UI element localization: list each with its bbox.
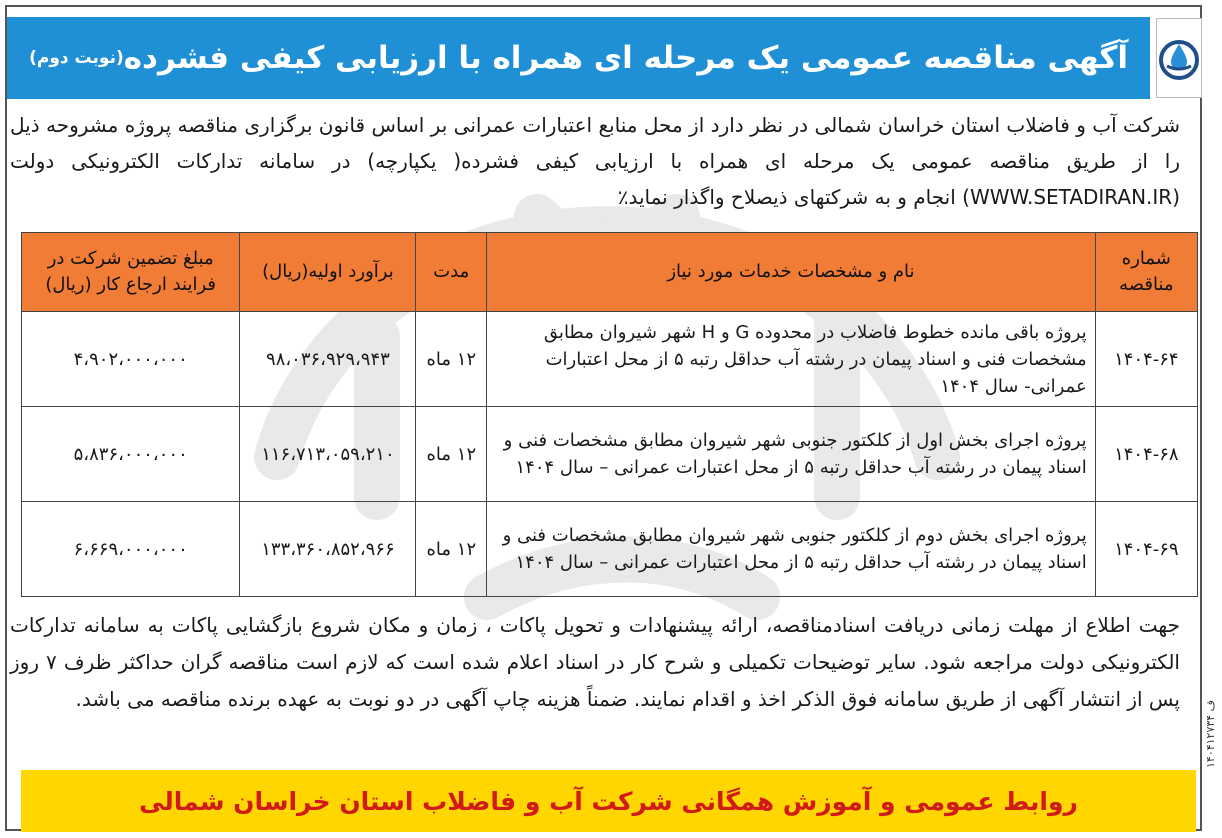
header-guarantee: مبلغ تضمین شرکت در فرایند ارجاع کار (ریال) (22, 233, 240, 312)
cell-guarantee: ۶،۶۶۹،۰۰۰،۰۰۰ (22, 502, 240, 597)
round-label: (نوبت دوم) (29, 48, 124, 68)
table-row (22, 407, 1198, 502)
cell-estimate: ۹۸،۰۳۶،۹۲۹،۹۴۳ (240, 312, 416, 407)
header-number: شماره مناقصه (1095, 233, 1197, 312)
logo-drop-icon (1157, 36, 1201, 80)
cell-number: ۱۴۰۴-۶۴ (1095, 312, 1197, 407)
notice-title: آگهی مناقصه عمومی یک مرحله ای همراه با ارزیابی کیفی فشرده (123, 40, 1128, 76)
cell-number: ۱۴۰۴-۶۹ (1095, 502, 1197, 597)
cell-duration: ۱۲ ماه (416, 502, 487, 597)
cell-estimate: ۱۱۶،۷۱۳،۰۵۹،۲۱۰ (240, 407, 416, 502)
intro-paragraph (10, 107, 1180, 215)
tender-table (21, 232, 1198, 597)
table-row (22, 502, 1198, 597)
water-drop-logo-icon (1156, 18, 1202, 98)
header-service: نام و مشخصات خدمات مورد نیاز (487, 233, 1096, 312)
footer-paragraph: جهت اطلاع از مهلت زمانی دریافت اسنادمناقصه، ارائه پیشنهادات و تحویل پاکات ، زمان و مکان شروع بازگشایی پاکات به سامانه تدارکات الکترونیکی دولت مراجعه شود. سایر توضیحات تکمیلی و شرح کار در اسناد اعلام شده است که لازم است مناقصه گران حداکثر ظرف ۷ روز پس از انتشار آگهی از طریق سامانه فوق الذکر اخذ و اقدام نمایند. ضمناً هزینه چاپ آگهی در دو نوبت به عهده برنده مناقصه می باشد. (10, 613, 1180, 711)
cell-guarantee: ۴،۹۰۲،۰۰۰،۰۰۰ (22, 312, 240, 407)
cell-duration: ۱۲ ماه (416, 312, 487, 407)
side-code: ف ۱۴۰۴۱۲۷۳۴ (1204, 700, 1217, 769)
table-header-row (22, 233, 1198, 312)
setadiran-link[interactable]: WWW.SETADIRAN.IR (969, 185, 1173, 209)
public-relations-banner (21, 770, 1196, 832)
intro-text-before: شرکت آب و فاضلاب استان خراسان شمالی در نظر دارد از محل منابع اعتبارات عمرانی بر اساس قانون برگزاری مناقصه پروژه مشروحه ذیل را از طریق مناقصه عمومی یک مرحله ای همراه با ارزیابی کیفی فشرده( یکپارچه) در سامانه تدارکات الکترونیکی دولت ( (10, 113, 1180, 209)
cell-number: ۱۴۰۴-۶۸ (1095, 407, 1197, 502)
banner-text: روابط عمومی و آموزش همگانی شرکت آب و فاضلاب استان خراسان شمالی (139, 786, 1078, 816)
table-row (22, 312, 1198, 407)
intro-text-after: ) انجام و به شرکتهای ذیصلاح واگذار نماید٪ (617, 185, 970, 209)
header-estimate: برآورد اولیه(ریال) (240, 233, 416, 312)
header-bar (19, 17, 1202, 99)
cell-service: پروژه باقی مانده خطوط فاضلاب در محدوده G و H شهر شیروان مطابق مشخصات فنی و اسناد پیمان در رشته آب حداقل رتبه ۵ از محل اعتبارات عمرانی- سال ۱۴۰۴ (487, 312, 1096, 407)
title-band (7, 17, 1150, 99)
cell-estimate: ۱۳۳،۳۶۰،۸۵۲،۹۶۶ (240, 502, 416, 597)
cell-service: پروژه اجرای بخش دوم از کلکتور جنوبی شهر شیروان مطابق مشخصات فنی و اسناد پیمان در رشته آب حداقل رتبه ۵ از محل اعتبارات عمرانی – سال ۱۴۰۴ (487, 502, 1096, 597)
header-duration: مدت (416, 233, 487, 312)
cell-guarantee: ۵،۸۳۶،۰۰۰،۰۰۰ (22, 407, 240, 502)
cell-service: پروژه اجرای بخش اول از کلکتور جنوبی شهر شیروان مطابق مشخصات فنی و اسناد پیمان در رشته آب حداقل رتبه ۵ از محل اعتبارات عمرانی – سال ۱۴۰۴ (487, 407, 1096, 502)
cell-duration: ۱۲ ماه (416, 407, 487, 502)
notice-frame (5, 5, 1202, 831)
